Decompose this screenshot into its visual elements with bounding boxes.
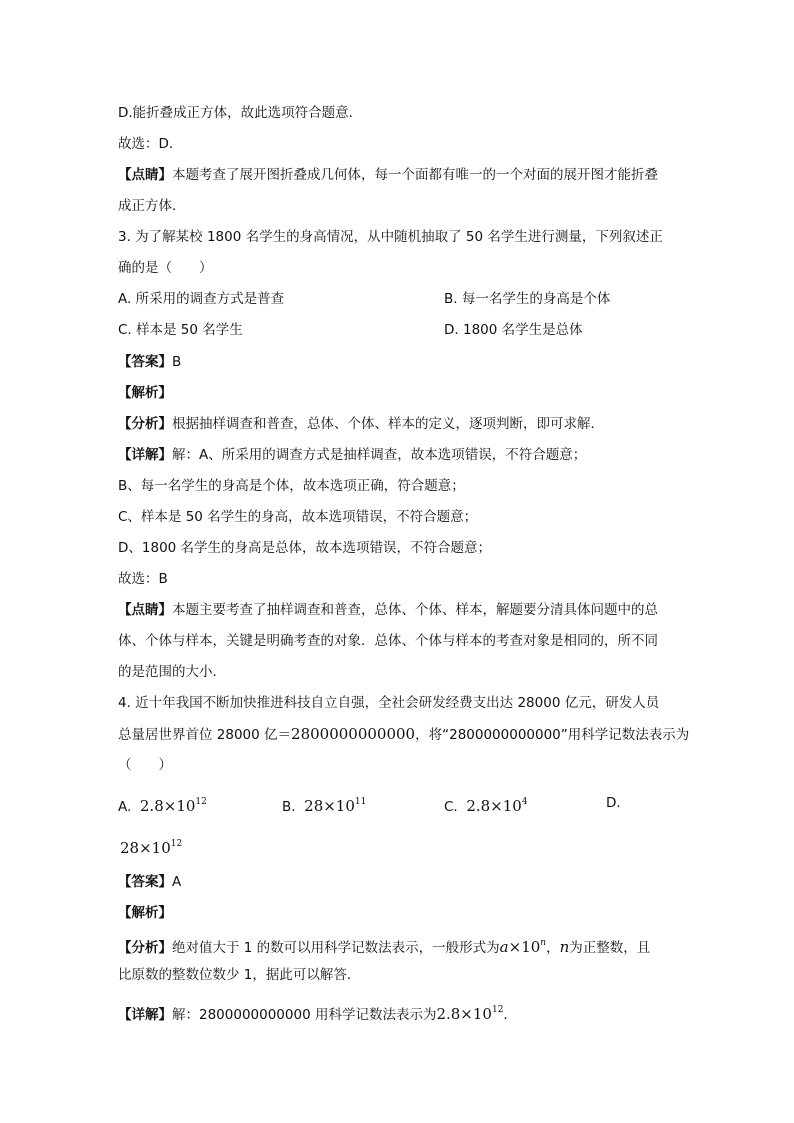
answer-heading: 【答案】: [118, 874, 172, 890]
section-heading: 【点睛】: [118, 167, 172, 183]
stem-text: ，将“2800000000000”用科学记数法表示为: [415, 727, 690, 743]
answer-heading: 【答案】: [118, 354, 172, 370]
option-a: [118, 794, 207, 816]
text-line: D.能折叠成正方体，故此选项符合题意．: [118, 105, 363, 121]
analysis-heading: 【解析】: [118, 385, 172, 401]
text-line: 成正方体．: [118, 198, 186, 214]
text-line: C、样本是 50 名学生的身高，故本选项错误，不符合题意；: [118, 509, 478, 525]
section-text: 根据抽样调查和普查，总体、个体、样本的定义，逐项判断，即可求解．: [172, 416, 604, 432]
question-stem: （ ）: [118, 757, 172, 773]
option-label: C.: [444, 799, 458, 815]
section-text: 为正整数，且: [569, 940, 651, 956]
text-line: 比原数的整数位数少 1，据此可以解答．: [118, 967, 361, 983]
section-text: 绝对值大于 1 的数可以用科学记数法表示，一般形式为: [172, 940, 500, 956]
option-d: D. 1800 名学生是总体: [444, 322, 583, 338]
section-text: ．: [503, 1007, 517, 1023]
analysis-heading: 【解析】: [118, 905, 172, 921]
option-b: B. 每一名学生的身高是个体: [444, 291, 611, 307]
option-d-label: D.: [606, 795, 621, 811]
text-line: [118, 166, 658, 184]
text-line: [118, 601, 658, 619]
option-a: A. 所采用的调查方式是普查: [118, 291, 285, 307]
stem-text: 总量居世界首位 28000 亿＝: [118, 727, 292, 743]
text-line: B、每一名学生的身高是个体，故本选项正确，符合题意；: [118, 478, 465, 494]
text-line: 故选：D．: [118, 136, 183, 152]
math-number: 2800000000000: [291, 725, 416, 743]
option-c: C. 样本是 50 名学生: [118, 322, 243, 338]
text-line: [118, 1002, 517, 1024]
text-line: [118, 935, 650, 957]
section-text: ，: [546, 940, 560, 956]
text-line: 的是范围的大小．: [118, 664, 226, 680]
math-expression: $a\times 10^n$: [499, 938, 547, 956]
text-line: D、1800 名学生的身高是总体，故本选项错误，不符合题意；: [118, 540, 492, 556]
answer-value: B: [172, 354, 182, 370]
math-expression: $2.8\times 10^{12}$: [436, 1005, 504, 1023]
section-text: 解：A、所采用的调查方式是抽样调查，故本选项错误，不符合题意；: [172, 447, 587, 463]
math-expression: $2.8\times 10^4$: [466, 797, 528, 815]
text-line: 故选：B: [118, 571, 168, 587]
option-c: [444, 794, 528, 816]
answer-line: [118, 353, 181, 371]
option-d-expression: $28\times 10^{12}$: [120, 839, 183, 857]
math-variable: n: [559, 938, 570, 956]
section-heading: 【分析】: [118, 940, 172, 956]
question-stem: 确的是（ ）: [118, 260, 213, 276]
question-stem: 3. 为了解某校 1800 名学生的身高情况，从中随机抽取了 50 名学生进行测量，下列叙述正: [118, 229, 663, 245]
math-expression: $28\times 10^{11}$: [304, 797, 367, 815]
text-line: [118, 446, 586, 464]
answer-value: A: [172, 874, 182, 890]
option-label: A.: [118, 799, 132, 815]
section-text: 解：2800000000000 用科学记数法表示为: [172, 1007, 437, 1023]
text-line: [118, 415, 604, 433]
option-b: [282, 794, 366, 816]
section-text: 本题考查了展开图折叠成几何体，每一个面都有唯一的一个对面的展开图才能折叠: [172, 167, 658, 183]
question-stem: 4. 近十年我国不断加快推进科技自立自强，全社会研发经费支出达 28000 亿元，研发人员: [118, 695, 660, 711]
section-heading: 【详解】: [118, 1007, 172, 1023]
section-heading: 【点睛】: [118, 602, 172, 618]
section-heading: 【详解】: [118, 447, 172, 463]
math-expression: $2.8\times 10^{12}$: [139, 797, 207, 815]
question-stem: [118, 725, 689, 744]
text-line: 体、个体与样本，关键是明确考查的对象．总体、个体与样本的考查对象是相同的，所不同: [118, 633, 658, 649]
answer-line: [118, 873, 181, 891]
option-label: B.: [282, 799, 296, 815]
section-text: 本题主要考查了抽样调查和普查，总体、个体、样本，解题要分清具体问题中的总: [172, 602, 658, 618]
section-heading: 【分析】: [118, 416, 172, 432]
